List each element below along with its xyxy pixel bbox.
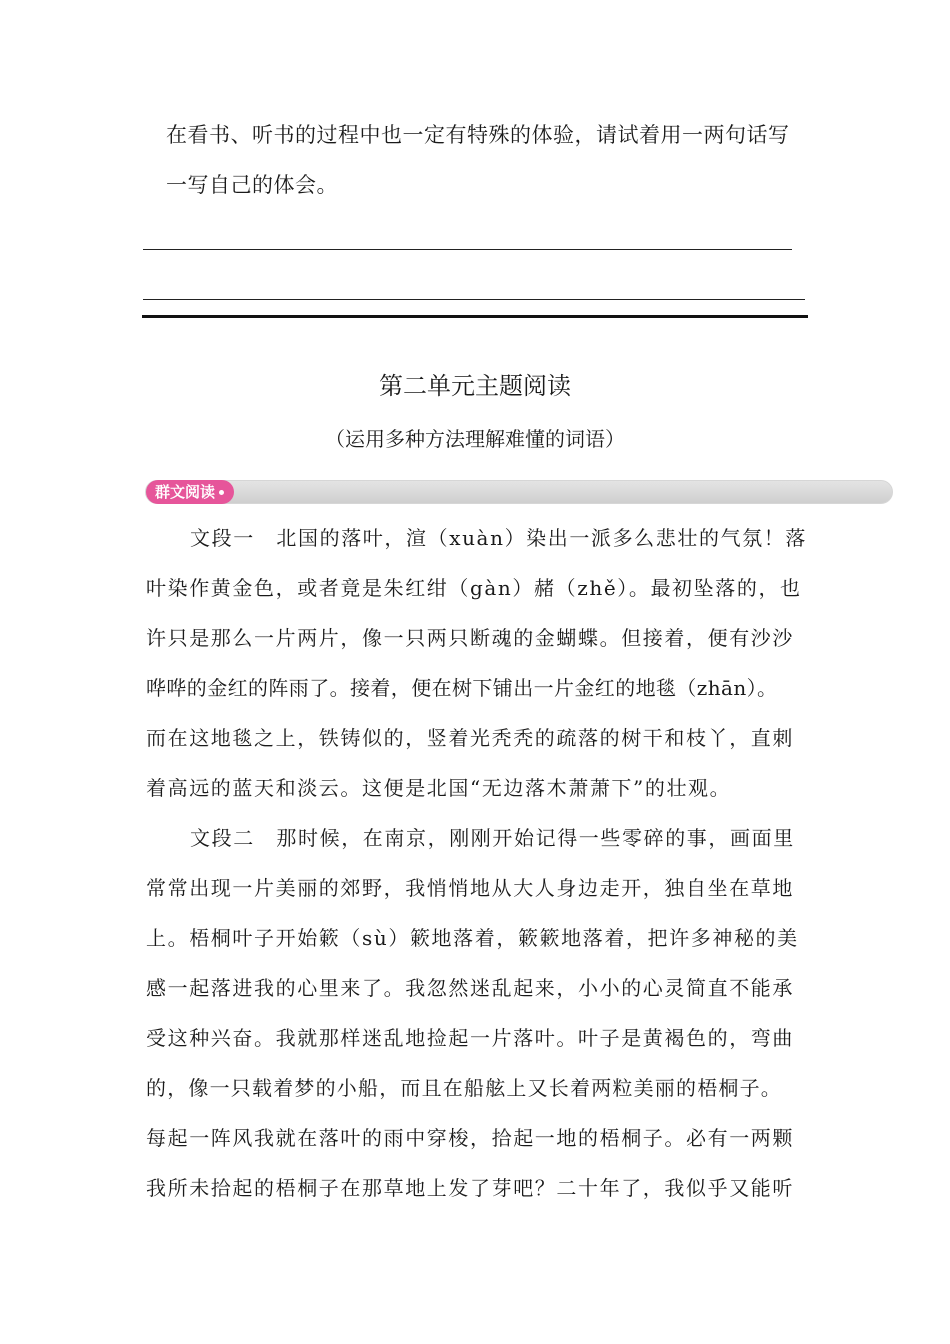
passage-line: 叶染作黄金色，或者竟是朱红绀（gàn）赭（zhě）。最初坠落的，也 — [146, 576, 802, 600]
section-banner-bar — [145, 480, 893, 504]
passage-line: 的，像一只载着梦的小船，而且在船舷上又长着两粒美丽的梧桐子。 — [146, 1076, 782, 1100]
passage-line: 哗哗的金红的阵雨了。接着，便在树下铺出一片金红的地毯（zhān）。 — [146, 676, 778, 700]
passage-line: 着高远的蓝天和淡云。这便是北国“无边落木萧萧下”的壮观。 — [146, 776, 732, 800]
group-reading-label: 群文阅读 — [155, 483, 216, 501]
passage-line: 常常出现一片美丽的郊野，我悄悄地从大人身边走开，独自坐在草地 — [146, 876, 794, 900]
passage-line: 许只是那么一片两片，像一只两只断魂的金蝴蝶。但接着，便有沙沙 — [146, 626, 794, 650]
answer-line[interactable] — [143, 299, 805, 300]
passage-line: 而在这地毯之上，铁铸似的，竖着光秃秃的疏落的树干和枝丫，直刺 — [146, 726, 794, 750]
passage-line: 每起一阵风我就在落叶的雨中穿梭，拾起一地的梧桐子。必有一两颗 — [146, 1126, 794, 1150]
passage-line: 我所未拾起的梧桐子在那草地上发了芽吧？二十年了，我似乎又能听 — [146, 1176, 794, 1200]
passage-line: 受这种兴奋。我就那样迷乱地捡起一片落叶。叶子是黄褐色的，弯曲 — [146, 1026, 794, 1050]
answer-line[interactable] — [143, 249, 792, 250]
section-divider — [142, 315, 808, 318]
passage-line: 文段二 那时候，在南京，刚刚开始记得一些零碎的事，画面里 — [190, 826, 795, 850]
prompt-line: 在看书、听书的过程中也一定有特殊的体验，请试着用一两句话写 — [166, 123, 790, 147]
passage-line: 上。梧桐叶子开始簌（sù）簌地落着，簌簌地落着，把许多神秘的美 — [146, 926, 799, 950]
section-subtitle: （运用多种方法理解难懂的词语） — [325, 427, 625, 451]
bullet-dot-icon — [219, 490, 224, 495]
passage-line: 感一起落进我的心里来了。我忽然迷乱起来，小小的心灵简直不能承 — [146, 976, 794, 1000]
passage-line: 文段一 北国的落叶，渲（xuàn）染出一派多么悲壮的气氛！落 — [190, 526, 807, 550]
prompt-line: 一写自己的体会。 — [166, 173, 338, 197]
section-title: 第二单元主题阅读 — [379, 372, 571, 400]
group-reading-badge — [146, 480, 234, 504]
